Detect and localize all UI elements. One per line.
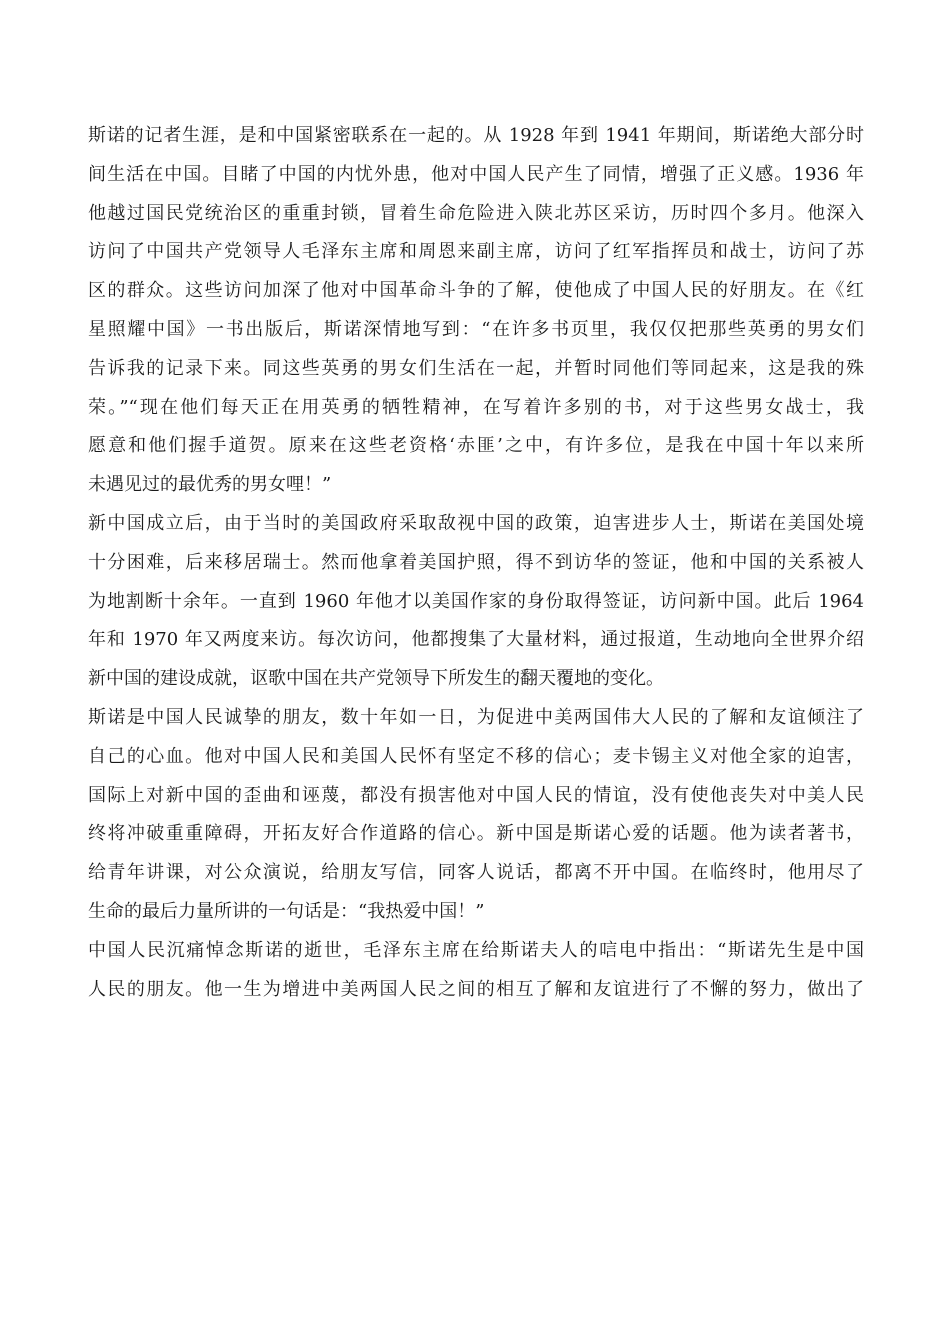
- text-line: 年和 1970 年又两度来访。每次访问，他都搜集了大量材料，通过报道，生动地向全世界介绍: [88, 629, 864, 651]
- text-line: 为地割断十余年。一直到 1960 年他才以美国作家的身份取得签证，访问新中国。此后 1964: [88, 590, 864, 612]
- text-line: 他越过国民党统治区的重重封锁，冒着生命危险进入陕北苏区采访，历时四个多月。他深入: [88, 202, 864, 224]
- text-line: 国际上对新中国的歪曲和诬蔑，都没有损害他对中国人民的情谊，没有使他丧失对中美人民: [88, 784, 864, 806]
- text-line: 中国人民沉痛悼念斯诺的逝世，毛泽东主席在给斯诺夫人的唁电中指出：“斯诺先生是中国: [88, 939, 864, 961]
- text-line: 区的群众。这些访问加深了他对中国革命斗争的了解，使他成了中国人民的好朋友。在《红: [88, 280, 864, 302]
- article-body: [88, 117, 864, 1009]
- text-line: 人民的朋友。他一生为增进中美两国人民之间的相互了解和友谊进行了不懈的努力，做出了: [88, 978, 864, 1000]
- text-line: 自己的心血。他对中国人民和美国人民怀有坚定不移的信心；麦卡锡主义对他全家的迫害，: [88, 745, 864, 767]
- text-line: 间生活在中国。目睹了中国的内忧外患，他对中国人民产生了同情，增强了正义感。1936 年: [88, 163, 864, 185]
- text-line: 给青年讲课，对公众演说，给朋友写信，同客人说话，都离不开中国。在临终时，他用尽了: [88, 862, 864, 884]
- text-line: 愿意和他们握手道贺。原来在这些老资格‘赤匪’之中，有许多位，是我在中国十年以来所: [88, 435, 864, 457]
- text-line: 荣。”“现在他们每天正在用英勇的牺牲精神，在写着许多别的书，对于这些男女战士，我: [88, 396, 864, 418]
- text-line: 十分困难，后来移居瑞士。然而他拿着美国护照，得不到访华的签证，他和中国的关系被人: [88, 551, 864, 573]
- text-line: 访问了中国共产党领导人毛泽东主席和周恩来副主席，访问了红军指挥员和战士，访问了苏: [88, 241, 864, 263]
- text-line: 新中国成立后，由于当时的美国政府采取敌视中国的政策，迫害进步人士，斯诺在美国处境: [88, 512, 864, 534]
- text-line: 星照耀中国》一书出版后，斯诺深情地写到：“在许多书页里，我仅仅把那些英勇的男女们: [88, 318, 864, 340]
- text-line: 终将冲破重重障碍，开拓友好合作道路的信心。新中国是斯诺心爱的话题。他为读者著书，: [88, 823, 864, 845]
- text-line: 斯诺是中国人民诚挚的朋友，数十年如一日，为促进中美两国伟大人民的了解和友谊倾注了: [88, 706, 864, 728]
- text-line: 生命的最后力量所讲的一句话是：“我热爱中国！”: [88, 900, 485, 922]
- text-line: 告诉我的记录下来。同这些英勇的男女们生活在一起，并暂时同他们等同起来，这是我的殊: [88, 357, 864, 379]
- text-line: 斯诺的记者生涯，是和中国紧密联系在一起的。从 1928 年到 1941 年期间，斯诺绝大部分时: [88, 125, 864, 146]
- text-line: 未遇见过的最优秀的男女哩！”: [88, 474, 332, 496]
- text-line: 新中国的建设成就，讴歌中国在共产党领导下所发生的翻天覆地的变化。: [88, 668, 664, 690]
